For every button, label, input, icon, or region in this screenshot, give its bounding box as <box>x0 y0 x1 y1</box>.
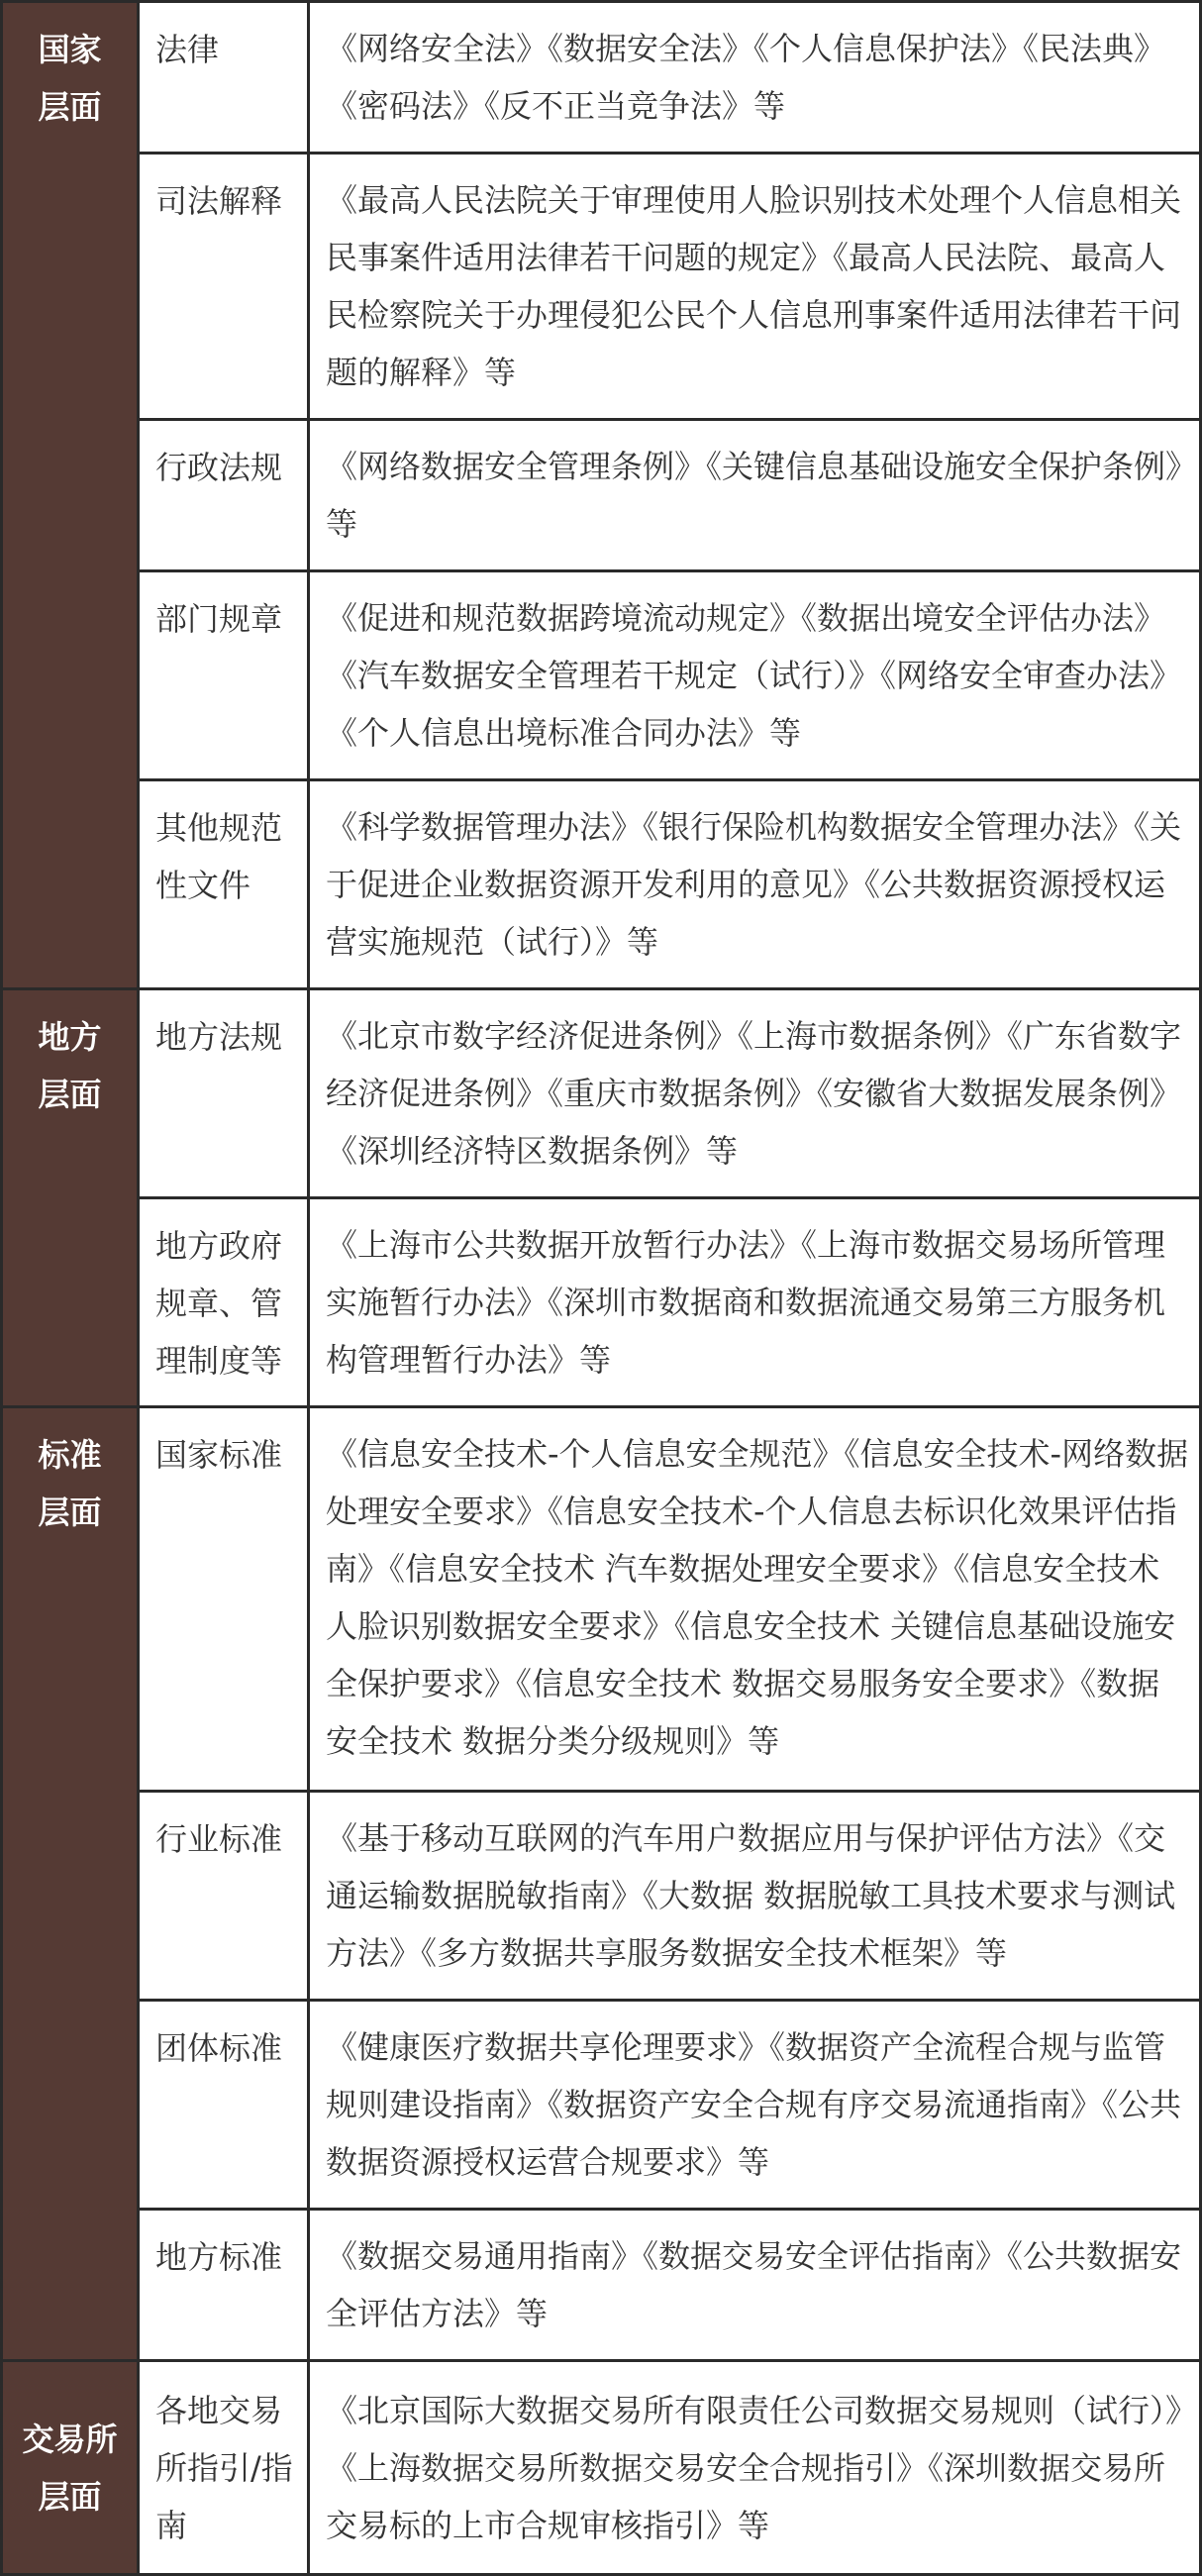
table-row <box>2 780 1201 989</box>
content-cell: 《最高人民法院关于审理使用人脸识别技术处理个人信息相关民事案件适用法律若干问题的规定》《最高人民法院、最高人民检察院关于办理侵犯公民个人信息刑事案件适用法律若干问题的解释》等 <box>309 154 1201 420</box>
table-row <box>2 571 1201 780</box>
level-cell <box>2 1407 139 2361</box>
category-label: 地方政府规章、管理制度等 <box>139 1198 309 1407</box>
level-cell <box>2 2361 139 2575</box>
content-cell: 《科学数据管理办法》《银行保险机构数据安全管理办法》《关于促进企业数据资源开发利用的意见》《公共数据资源授权运营实施规范（试行）》等 <box>309 780 1201 989</box>
category-label: 法律 <box>139 2 309 154</box>
content-cell: 《网络数据安全管理条例》《关键信息基础设施安全保护条例》等 <box>309 420 1201 571</box>
category-label: 地方标准 <box>139 2210 309 2361</box>
category-label: 地方法规 <box>139 989 309 1198</box>
level-label: 地方层面 <box>38 1018 102 1113</box>
category-label: 国家标准 <box>139 1407 309 1792</box>
table-row <box>2 2001 1201 2210</box>
table-row <box>2 154 1201 420</box>
table-row <box>2 2210 1201 2361</box>
table-row <box>2 420 1201 571</box>
category-label: 部门规章 <box>139 571 309 780</box>
category-label: 司法解释 <box>139 154 309 420</box>
content-cell: 《信息安全技术-个人信息安全规范》《信息安全技术-网络数据处理安全要求》《信息安全技术-个人信息去标识化效果评估指南》《信息安全技术 汽车数据处理安全要求》《信息安全技术 人脸识别数据安全要求》《信息安全技术 关键信息基础设施安全保护要求》《信息安全技术 数据交易服务安全要求》《数据安全技术 数据分类分级规则》等 <box>309 1407 1201 1792</box>
content-cell: 《北京国际大数据交易所有限责任公司数据交易规则（试行）》《上海数据交易所数据交易安全合规指引》《深圳数据交易所交易标的上市合规审核指引》等 <box>309 2361 1201 2575</box>
category-label: 其他规范性文件 <box>139 780 309 989</box>
category-label: 行政法规 <box>139 420 309 571</box>
level-label: 交易所层面 <box>22 2420 118 2516</box>
content-cell: 《网络安全法》《数据安全法》《个人信息保护法》《民法典》《密码法》《反不正当竞争法》等 <box>309 2 1201 154</box>
table-row <box>2 989 1201 1198</box>
table-row <box>2 2 1201 154</box>
table-row <box>2 1407 1201 1792</box>
content-cell: 《数据交易通用指南》《数据交易安全评估指南》《公共数据安全评估方法》等 <box>309 2210 1201 2361</box>
content-cell: 《上海市公共数据开放暂行办法》《上海市数据交易场所管理实施暂行办法》《深圳市数据商和数据流通交易第三方服务机构管理暂行办法》等 <box>309 1198 1201 1407</box>
table-row <box>2 2361 1201 2575</box>
content-cell: 《北京市数字经济促进条例》《上海市数据条例》《广东省数字经济促进条例》《重庆市数据条例》《安徽省大数据发展条例》《深圳经济特区数据条例》等 <box>309 989 1201 1198</box>
table-row <box>2 1792 1201 2001</box>
content-cell: 《基于移动互联网的汽车用户数据应用与保护评估方法》《交通运输数据脱敏指南》《大数据 数据脱敏工具技术要求与测试方法》《多方数据共享服务数据安全技术框架》等 <box>309 1792 1201 2001</box>
content-cell: 《健康医疗数据共享伦理要求》《数据资产全流程合规与监管规则建设指南》《数据资产安全合规有序交易流通指南》《公共数据资源授权运营合规要求》等 <box>309 2001 1201 2210</box>
table-row <box>2 1198 1201 1407</box>
category-label: 行业标准 <box>139 1792 309 2001</box>
category-label: 各地交易所指引/指南 <box>139 2361 309 2575</box>
level-label: 国家层面 <box>38 31 102 126</box>
category-label: 团体标准 <box>139 2001 309 2210</box>
level-cell <box>2 989 139 1407</box>
content-cell: 《促进和规范数据跨境流动规定》《数据出境安全评估办法》《汽车数据安全管理若干规定（试行）》《网络安全审查办法》《个人信息出境标准合同办法》等 <box>309 571 1201 780</box>
level-cell <box>2 2 139 989</box>
level-label: 标准层面 <box>38 1436 102 1531</box>
